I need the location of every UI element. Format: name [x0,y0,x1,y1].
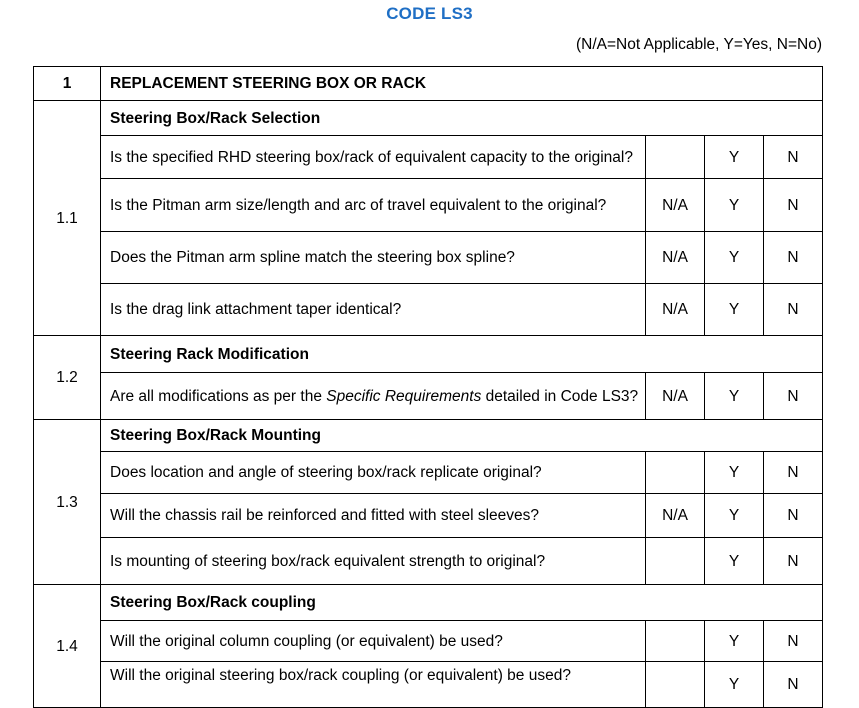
question-text: Is mounting of steering box/rack equivalent strength to original? [101,538,646,585]
question-row [34,136,823,179]
group-number: 1.3 [34,420,101,585]
answer-no-cell[interactable]: N [764,373,823,420]
question-text: Will the original steering box/rack coupling (or equivalent) be used? [101,662,646,708]
question-row [34,232,823,284]
question-row [34,621,823,662]
answer-yes-cell[interactable]: Y [705,136,764,179]
answer-na-cell[interactable] [646,662,705,708]
group-heading-row [34,585,823,621]
answer-no-cell[interactable]: N [764,662,823,708]
question-text: Is the Pitman arm size/length and arc of travel equivalent to the original? [101,179,646,232]
question-row [34,452,823,494]
answer-na-cell[interactable] [646,621,705,662]
answer-na-cell[interactable]: N/A [646,179,705,232]
answer-na-cell[interactable]: N/A [646,494,705,538]
answer-no-cell[interactable]: N [764,136,823,179]
question-row [34,538,823,585]
checklist-table [33,66,823,708]
answer-na-cell[interactable] [646,538,705,585]
section-row [34,67,823,101]
answer-no-cell[interactable]: N [764,452,823,494]
answer-yes-cell[interactable]: Y [705,662,764,708]
answer-yes-cell[interactable]: Y [705,494,764,538]
question-row [34,662,823,708]
question-text-part: detailed in Code LS3? [481,387,639,405]
question-text [101,373,646,420]
question-text: Does the Pitman arm spline match the steering box spline? [101,232,646,284]
group-number: 1.1 [34,101,101,336]
answer-yes-cell[interactable]: Y [705,232,764,284]
question-text: Will the original column coupling (or equivalent) be used? [101,621,646,662]
answer-yes-cell[interactable]: Y [705,452,764,494]
question-text: Does location and angle of steering box/rack replicate original? [101,452,646,494]
question-row [34,494,823,538]
answer-no-cell[interactable]: N [764,621,823,662]
answer-na-cell[interactable] [646,136,705,179]
answer-na-cell[interactable]: N/A [646,232,705,284]
page-title: CODE LS3 [386,4,473,23]
answer-no-cell[interactable]: N [764,494,823,538]
group-heading: Steering Box/Rack Selection [101,101,823,136]
question-text: Is the drag link attachment taper identical? [101,284,646,336]
question-row [34,284,823,336]
question-text: Is the specified RHD steering box/rack of equivalent capacity to the original? [101,136,646,179]
group-heading: Steering Box/Rack Mounting [101,420,823,452]
group-number: 1.2 [34,336,101,420]
group-heading: Steering Rack Modification [101,336,823,373]
answer-na-cell[interactable]: N/A [646,373,705,420]
question-text: Will the chassis rail be reinforced and fitted with steel sleeves? [101,494,646,538]
answer-na-cell[interactable] [646,452,705,494]
section-number: 1 [34,67,101,101]
answer-no-cell[interactable]: N [764,179,823,232]
group-heading-row [34,420,823,452]
question-row [34,373,823,420]
section-title: REPLACEMENT STEERING BOX OR RACK [101,67,823,101]
group-heading-row [34,336,823,373]
group-heading-row [34,101,823,136]
group-number: 1.4 [34,585,101,708]
answer-na-cell[interactable]: N/A [646,284,705,336]
question-text-part: Are all modifications as per the [110,387,327,405]
answer-yes-cell[interactable]: Y [705,179,764,232]
answer-yes-cell[interactable]: Y [705,373,764,420]
answer-no-cell[interactable]: N [764,538,823,585]
answer-legend: (N/A=Not Applicable, Y=Yes, N=No) [576,36,822,53]
answer-yes-cell[interactable]: Y [705,284,764,336]
specific-requirements-emphasis: Specific Requirements [326,387,482,405]
group-heading: Steering Box/Rack coupling [101,585,823,621]
question-row [34,179,823,232]
answer-no-cell[interactable]: N [764,232,823,284]
answer-yes-cell[interactable]: Y [705,538,764,585]
answer-yes-cell[interactable]: Y [705,621,764,662]
answer-no-cell[interactable]: N [764,284,823,336]
